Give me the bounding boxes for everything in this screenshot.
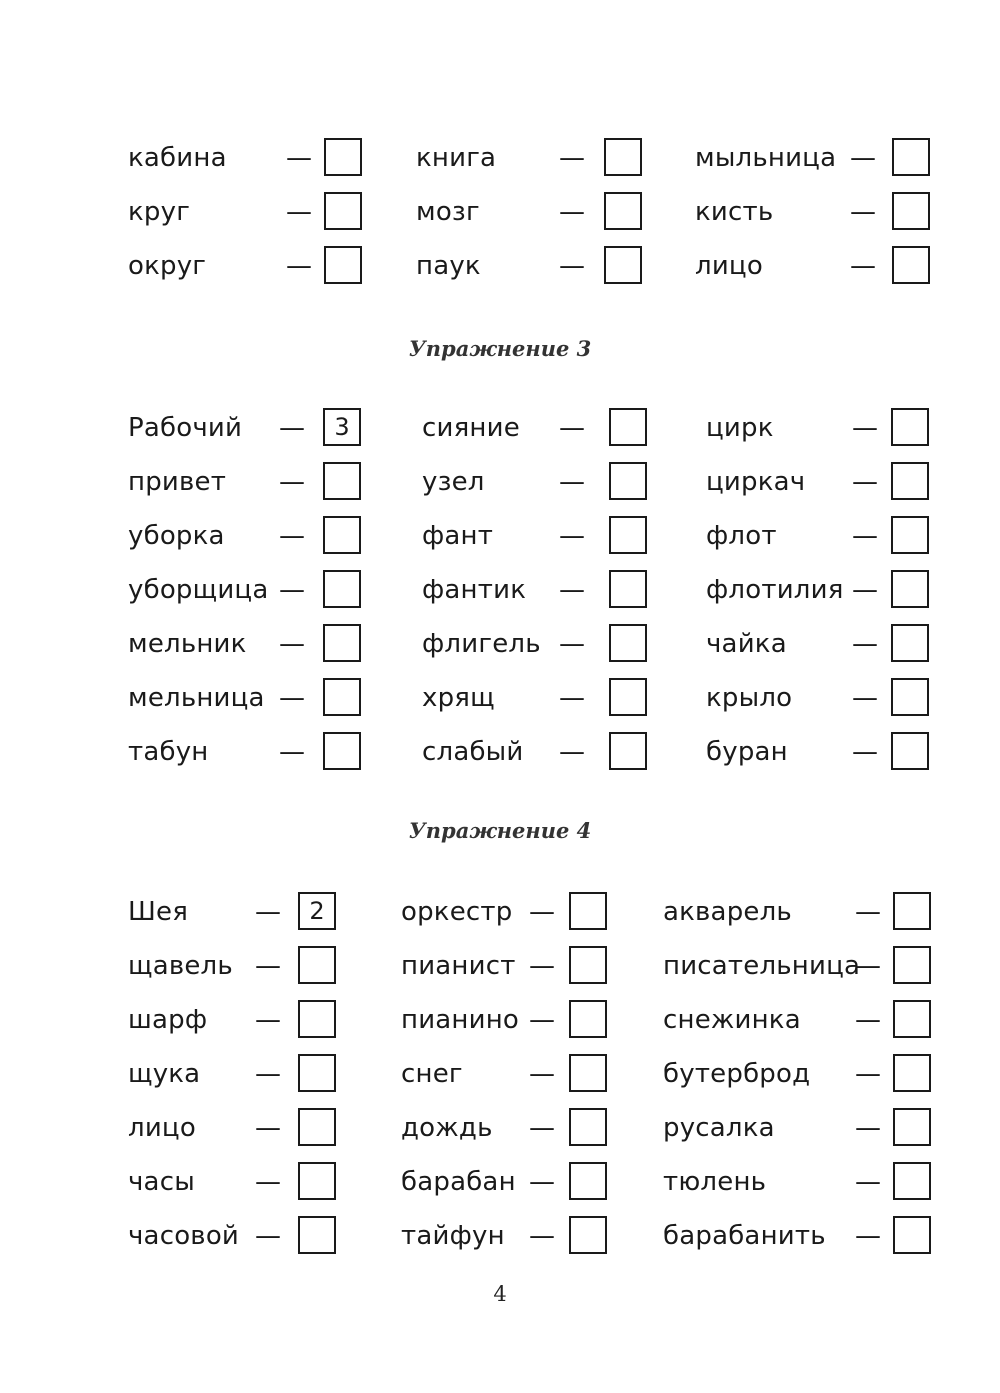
dash-separator: — — [255, 1113, 281, 1143]
word-label: книга — [416, 143, 497, 173]
word-label: акварель — [663, 897, 792, 927]
word-label: фантик — [422, 575, 527, 605]
answer-box[interactable] — [891, 570, 929, 608]
word-item — [128, 408, 363, 448]
word-item — [128, 246, 364, 286]
word-item — [706, 570, 931, 610]
word-item — [663, 1216, 933, 1256]
word-label: мозг — [416, 197, 480, 227]
dash-separator: — — [529, 1167, 555, 1197]
answer-box[interactable] — [569, 1000, 607, 1038]
dash-separator: — — [559, 467, 585, 497]
answer-box[interactable] — [569, 892, 607, 930]
dash-separator: — — [529, 1113, 555, 1143]
word-label: снег — [401, 1059, 463, 1089]
dash-separator: — — [255, 1167, 281, 1197]
word-item — [422, 570, 649, 610]
word-label: флот — [706, 521, 777, 551]
dash-separator: — — [559, 413, 585, 443]
dash-separator: — — [855, 1005, 881, 1035]
dash-separator: — — [529, 1005, 555, 1035]
word-label: барабанить — [663, 1221, 826, 1251]
word-item — [663, 1054, 933, 1094]
answer-box[interactable] — [891, 624, 929, 662]
word-label: крыло — [706, 683, 793, 713]
word-label: барабан — [401, 1167, 516, 1197]
word-item — [422, 462, 649, 502]
answer-box[interactable] — [893, 1216, 931, 1254]
answer-box[interactable] — [891, 408, 929, 446]
dash-separator: — — [279, 683, 305, 713]
answer-box[interactable] — [569, 1162, 607, 1200]
word-item — [422, 408, 649, 448]
exercise-4-title: Упражнение 4 — [408, 818, 592, 843]
dash-separator: — — [279, 575, 305, 605]
answer-box[interactable] — [891, 732, 929, 770]
word-label: пианино — [401, 1005, 520, 1035]
answer-box[interactable] — [609, 516, 647, 554]
answer-box[interactable] — [609, 462, 647, 500]
dash-separator: — — [529, 897, 555, 927]
dash-separator: — — [850, 197, 876, 227]
word-item — [128, 192, 364, 232]
dash-separator: — — [852, 629, 878, 659]
dash-separator: — — [559, 251, 585, 281]
word-label: мельник — [128, 629, 247, 659]
exercise-3-title: Упражнение 3 — [408, 336, 592, 361]
word-label: Рабочий — [128, 413, 243, 443]
word-label: тюлень — [663, 1167, 767, 1197]
answer-box[interactable] — [891, 462, 929, 500]
word-label: снежинка — [663, 1005, 801, 1035]
word-label: уборщица — [128, 575, 269, 605]
word-label: табун — [128, 737, 209, 767]
answer-box[interactable] — [323, 462, 361, 500]
answer-box[interactable]: 2 — [298, 892, 336, 930]
word-label: кисть — [695, 197, 774, 227]
answer-box[interactable] — [323, 516, 361, 554]
word-item — [663, 1108, 933, 1148]
word-label: уборка — [128, 521, 225, 551]
answer-box[interactable] — [298, 1000, 336, 1038]
word-item — [128, 138, 364, 178]
word-item — [401, 1000, 609, 1040]
word-item — [128, 624, 363, 664]
page-number: 4 — [493, 1282, 507, 1306]
answer-box[interactable] — [609, 624, 647, 662]
word-item — [128, 946, 338, 986]
word-label: дождь — [401, 1113, 493, 1143]
word-label: округ — [128, 251, 207, 281]
word-item — [128, 1054, 338, 1094]
word-item — [695, 138, 932, 178]
answer-box[interactable] — [569, 1054, 607, 1092]
word-label: цирк — [706, 413, 774, 443]
dash-separator: — — [286, 197, 312, 227]
answer-box[interactable] — [324, 192, 362, 230]
answer-box[interactable] — [893, 1108, 931, 1146]
word-label: Шея — [128, 897, 189, 927]
word-label: циркач — [706, 467, 806, 497]
dash-separator: — — [286, 143, 312, 173]
dash-separator: — — [279, 413, 305, 443]
word-label: сияние — [422, 413, 520, 443]
word-label: фант — [422, 521, 494, 551]
answer-box[interactable] — [569, 946, 607, 984]
word-item — [695, 246, 932, 286]
word-item — [401, 1108, 609, 1148]
answer-box[interactable] — [298, 1162, 336, 1200]
dash-separator: — — [559, 737, 585, 767]
answer-box[interactable] — [893, 1000, 931, 1038]
dash-separator: — — [855, 951, 881, 981]
dash-separator: — — [286, 251, 312, 281]
word-item — [706, 408, 931, 448]
word-item — [128, 516, 363, 556]
dash-separator: — — [279, 521, 305, 551]
dash-separator: — — [852, 683, 878, 713]
word-label: привет — [128, 467, 227, 497]
word-label: хрящ — [422, 683, 495, 713]
dash-separator: — — [529, 951, 555, 981]
word-item — [128, 1216, 338, 1256]
dash-separator: — — [559, 521, 585, 551]
word-label: оркестр — [401, 897, 513, 927]
word-item — [422, 516, 649, 556]
dash-separator: — — [255, 1005, 281, 1035]
word-item — [128, 570, 363, 610]
word-label: мельница — [128, 683, 265, 713]
answer-box[interactable] — [893, 946, 931, 984]
word-label: буран — [706, 737, 788, 767]
word-item — [128, 678, 363, 718]
word-item — [706, 678, 931, 718]
word-item — [128, 1000, 338, 1040]
dash-separator: — — [850, 143, 876, 173]
answer-box[interactable] — [604, 246, 642, 284]
answer-box[interactable] — [324, 246, 362, 284]
dash-separator: — — [255, 1059, 281, 1089]
word-item — [422, 678, 649, 718]
answer-box[interactable] — [323, 624, 361, 662]
dash-separator: — — [559, 143, 585, 173]
answer-box[interactable] — [892, 246, 930, 284]
answer-box[interactable] — [891, 516, 929, 554]
word-label: лицо — [695, 251, 763, 281]
dash-separator: — — [559, 683, 585, 713]
word-label: флигель — [422, 629, 541, 659]
word-item — [401, 892, 609, 932]
word-item — [416, 192, 644, 232]
dash-separator: — — [852, 467, 878, 497]
word-item — [663, 892, 933, 932]
word-label: шарф — [128, 1005, 208, 1035]
word-item — [401, 1216, 609, 1256]
word-item — [416, 246, 644, 286]
answer-box[interactable] — [298, 1108, 336, 1146]
word-item — [128, 732, 363, 772]
dash-separator: — — [255, 951, 281, 981]
answer-box[interactable] — [604, 138, 642, 176]
dash-separator: — — [855, 1059, 881, 1089]
word-item — [706, 462, 931, 502]
word-label: писательница — [663, 951, 861, 981]
answer-box[interactable] — [569, 1108, 607, 1146]
answer-box[interactable] — [604, 192, 642, 230]
dash-separator: — — [529, 1221, 555, 1251]
dash-separator: — — [855, 1113, 881, 1143]
dash-separator: — — [255, 1221, 281, 1251]
answer-box[interactable] — [323, 732, 361, 770]
answer-box[interactable] — [892, 138, 930, 176]
answer-box[interactable] — [893, 1054, 931, 1092]
word-label: мыльница — [695, 143, 837, 173]
word-label: круг — [128, 197, 191, 227]
word-label: узел — [422, 467, 485, 497]
word-item — [401, 1054, 609, 1094]
word-item — [706, 732, 931, 772]
answer-box[interactable] — [609, 732, 647, 770]
word-item — [128, 1108, 338, 1148]
answer-box[interactable] — [609, 570, 647, 608]
word-item — [128, 462, 363, 502]
answer-box[interactable] — [609, 408, 647, 446]
dash-separator: — — [852, 737, 878, 767]
word-label: щука — [128, 1059, 201, 1089]
dash-separator: — — [559, 197, 585, 227]
dash-separator: — — [855, 1221, 881, 1251]
word-label: лицо — [128, 1113, 196, 1143]
answer-box[interactable] — [893, 1162, 931, 1200]
answer-box[interactable] — [609, 678, 647, 716]
word-label: щавель — [128, 951, 233, 981]
answer-box[interactable] — [298, 1216, 336, 1254]
word-item — [663, 1000, 933, 1040]
word-item — [695, 192, 932, 232]
word-label: русалка — [663, 1113, 775, 1143]
answer-box[interactable] — [323, 678, 361, 716]
word-item — [401, 946, 609, 986]
dash-separator: — — [279, 737, 305, 767]
word-item — [663, 946, 933, 986]
dash-separator: — — [279, 467, 305, 497]
dash-separator: — — [529, 1059, 555, 1089]
answer-box[interactable] — [892, 192, 930, 230]
dash-separator: — — [559, 629, 585, 659]
dash-separator: — — [279, 629, 305, 659]
word-item — [663, 1162, 933, 1202]
dash-separator: — — [852, 575, 878, 605]
word-item — [128, 892, 338, 932]
word-item — [706, 624, 931, 664]
word-item — [422, 732, 649, 772]
dash-separator: — — [850, 251, 876, 281]
word-label: паук — [416, 251, 481, 281]
word-item — [401, 1162, 609, 1202]
word-item — [422, 624, 649, 664]
dash-separator: — — [255, 897, 281, 927]
answer-box[interactable] — [569, 1216, 607, 1254]
dash-separator: — — [855, 897, 881, 927]
word-item — [706, 516, 931, 556]
word-label: часовой — [128, 1221, 240, 1251]
answer-box[interactable] — [324, 138, 362, 176]
answer-box[interactable] — [298, 946, 336, 984]
word-label: флотилия — [706, 575, 844, 605]
dash-separator: — — [855, 1167, 881, 1197]
word-label: бутерброд — [663, 1059, 811, 1089]
word-label: пианист — [401, 951, 516, 981]
word-label: часы — [128, 1167, 195, 1197]
answer-box[interactable] — [893, 892, 931, 930]
answer-box[interactable] — [298, 1054, 336, 1092]
word-item — [128, 1162, 338, 1202]
word-label: слабый — [422, 737, 524, 767]
dash-separator: — — [559, 575, 585, 605]
dash-separator: — — [852, 521, 878, 551]
word-label: чайка — [706, 629, 787, 659]
answer-box[interactable] — [891, 678, 929, 716]
word-label: тайфун — [401, 1221, 505, 1251]
answer-box[interactable]: 3 — [323, 408, 361, 446]
word-label: кабина — [128, 143, 227, 173]
word-item — [416, 138, 644, 178]
dash-separator: — — [852, 413, 878, 443]
answer-box[interactable] — [323, 570, 361, 608]
